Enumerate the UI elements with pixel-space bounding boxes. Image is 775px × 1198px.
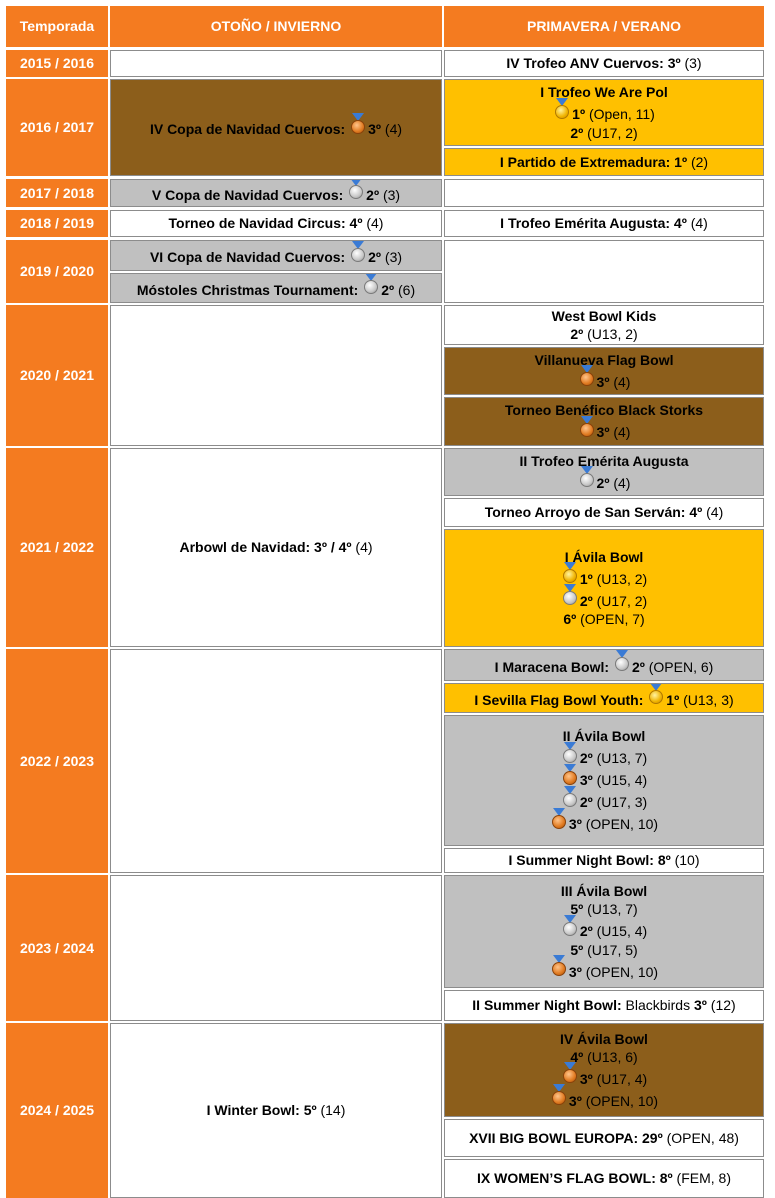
spring-result-cell <box>444 347 764 395</box>
event-name: Torneo Arroyo de San Serván: <box>484 504 686 521</box>
position: 3º <box>368 121 382 138</box>
event-name: IV Ávila Bowl <box>560 1030 648 1047</box>
position: 3º / 4º <box>314 539 352 556</box>
spring-result-cell <box>444 148 764 176</box>
spring-result-cell <box>444 848 764 873</box>
event-name: I Sevilla Flag Bowl Youth: <box>474 691 644 708</box>
spring-empty-cell <box>444 240 764 303</box>
position: 3º <box>596 424 610 441</box>
season-cell: 2021 / 2022 <box>6 448 108 647</box>
autumn-result-cell <box>110 240 442 271</box>
category: (4) <box>613 373 631 390</box>
silver-medal-icon <box>349 179 363 199</box>
position: 2º <box>579 794 593 811</box>
autumn-result-cell <box>110 448 442 647</box>
event-name: IV Trofeo ANV Cuervos: <box>506 55 664 72</box>
event-name: I Ávila Bowl <box>564 548 644 565</box>
position: 2º <box>579 592 593 609</box>
position: 2º <box>381 281 395 298</box>
category: (U15, 4) <box>596 772 648 789</box>
participants: (4) <box>355 539 373 556</box>
category: (U17, 4) <box>596 1071 648 1087</box>
event-name: I Partido de Extremadura: <box>499 153 671 170</box>
autumn-empty-cell <box>110 305 442 446</box>
category: (U17, 2) <box>596 592 648 609</box>
event-name: West Bowl Kids <box>551 307 657 324</box>
category: (U17, 5) <box>587 941 638 958</box>
participants: (3) <box>684 55 702 72</box>
participants: (2) <box>690 153 709 170</box>
position: 5º <box>570 901 584 918</box>
header-autumn-winter: OTOÑO / INVIERNO <box>110 6 442 47</box>
silver-medal-icon <box>364 273 378 294</box>
position: 2º <box>579 750 593 767</box>
position: 2º <box>596 474 610 491</box>
header-season: Temporada <box>6 6 108 47</box>
category: (U13, 3) <box>683 691 734 708</box>
position: 4º <box>673 215 687 232</box>
bronze-medal-icon <box>580 416 594 437</box>
position: 3º <box>579 772 593 789</box>
bronze-medal-icon <box>552 808 566 829</box>
event-name: Torneo de Navidad Circus: <box>168 215 346 232</box>
autumn-result-cell <box>110 210 442 237</box>
season-cell: 2015 / 2016 <box>6 50 108 77</box>
position: 1º <box>674 153 688 170</box>
event-name: II Summer Night Bowl: <box>472 997 622 1014</box>
category: (U13, 2) <box>596 570 648 587</box>
spring-result-cell <box>444 990 764 1021</box>
spring-result-cell <box>444 397 764 446</box>
season-cell: 2019 / 2020 <box>6 240 108 303</box>
autumn-empty-cell <box>110 649 442 873</box>
spring-result-cell <box>444 79 764 146</box>
spring-result-cell <box>444 210 764 237</box>
autumn-empty-cell <box>110 875 442 1021</box>
event-name: IX WOMEN’S FLAG BOWL: <box>476 1170 656 1187</box>
season-cell: 2020 / 2021 <box>6 305 108 446</box>
category: (Open, 11) <box>588 106 655 123</box>
bronze-medal-icon <box>351 113 365 134</box>
category: (U15, 4) <box>596 923 648 940</box>
position: 3º <box>596 373 610 390</box>
bronze-medal-icon <box>563 764 577 785</box>
position: 29º <box>642 1129 663 1146</box>
season-cell: 2024 / 2025 <box>6 1023 108 1198</box>
season-cell: 2023 / 2024 <box>6 875 108 1021</box>
autumn-result-cell <box>110 1023 442 1198</box>
category: (U13, 6) <box>587 1049 638 1065</box>
event-name: I Winter Bowl: <box>206 1102 300 1119</box>
silver-medal-icon <box>563 584 577 605</box>
participants: (3) <box>382 186 401 203</box>
spring-result-cell <box>444 498 764 527</box>
event-name: XVII BIG BOWL EUROPA: <box>469 1129 639 1146</box>
silver-medal-icon <box>351 241 365 262</box>
participants: (4) <box>366 215 384 232</box>
position: 2º <box>570 124 584 141</box>
bronze-medal-icon <box>552 955 566 976</box>
position: 2º <box>631 658 645 675</box>
autumn-empty-cell <box>110 50 442 77</box>
position: 4º <box>349 215 363 232</box>
spring-result-cell <box>444 1119 764 1157</box>
season-cell: 2016 / 2017 <box>6 79 108 176</box>
category: (U17, 2) <box>587 124 638 141</box>
event-name: IV Copa de Navidad Cuervos: <box>149 121 346 138</box>
position: 1º <box>579 570 593 587</box>
category: (FEM, 8) <box>676 1170 731 1187</box>
season-cell: 2018 / 2019 <box>6 210 108 237</box>
spring-result-cell <box>444 649 764 681</box>
position: 6º <box>563 611 577 627</box>
position: 2º <box>570 326 584 342</box>
bronze-medal-icon <box>552 1084 566 1105</box>
spring-result-cell <box>444 683 764 713</box>
bronze-medal-icon <box>563 1062 577 1083</box>
participants: (4) <box>706 504 724 521</box>
position: 5º <box>570 941 584 958</box>
event-name: VI Copa de Navidad Cuervos: <box>149 249 346 266</box>
event-name: III Ávila Bowl <box>560 882 648 899</box>
category: (OPEN, 10) <box>585 963 659 980</box>
category: (OPEN, 7) <box>580 611 645 627</box>
bronze-medal-icon <box>580 365 594 386</box>
spring-result-cell <box>444 448 764 496</box>
position: 1º <box>666 691 680 708</box>
event-name: Torneo Benéfico Black Storks <box>504 402 704 419</box>
autumn-result-cell <box>110 273 442 303</box>
category: (OPEN, 48) <box>666 1129 739 1146</box>
position: 1º <box>572 106 586 123</box>
silver-medal-icon <box>615 650 629 671</box>
season-cell: 2022 / 2023 <box>6 649 108 873</box>
event-name: Villanueva Flag Bowl <box>534 351 674 368</box>
event-name: I Maracena Bowl: <box>494 658 610 675</box>
participants: (10) <box>674 852 700 869</box>
position: 5º <box>303 1102 317 1119</box>
event-name: Arbowl de Navidad: <box>179 539 311 556</box>
participants: (6) <box>398 281 416 298</box>
gold-medal-icon <box>649 683 663 704</box>
position: 3º <box>579 1071 593 1087</box>
spring-result-cell <box>444 529 764 647</box>
category: (OPEN, 10) <box>585 816 659 833</box>
category: (U17, 3) <box>596 794 648 811</box>
silver-medal-icon <box>563 786 577 807</box>
position: 3º <box>568 963 582 980</box>
event-name: II Ávila Bowl <box>562 728 646 745</box>
participants: (3) <box>384 249 403 266</box>
silver-medal-icon <box>563 915 577 936</box>
participants: (12) <box>710 997 736 1014</box>
spring-result-cell <box>444 1159 764 1198</box>
position: 2º <box>368 249 382 266</box>
spring-result-cell <box>444 715 764 846</box>
header-spring-summer: PRIMAVERA / VERANO <box>444 6 764 47</box>
category: (4) <box>613 474 631 491</box>
position: 8º <box>659 1170 673 1187</box>
event-name: I Summer Night Bowl: <box>508 852 654 869</box>
autumn-result-cell <box>110 179 442 207</box>
event-name: II Trofeo Emérita Augusta <box>519 452 689 469</box>
position: 3º <box>694 997 707 1014</box>
spring-result-cell <box>444 875 764 988</box>
category: (OPEN, 10) <box>585 1093 659 1109</box>
season-cell: 2017 / 2018 <box>6 179 108 207</box>
category: (4) <box>613 424 631 441</box>
category: (U13, 7) <box>596 750 648 767</box>
gold-medal-icon <box>563 562 577 583</box>
position: 3º <box>568 1093 582 1109</box>
event-name: I Trofeo We Are Pol <box>540 84 668 101</box>
event-name: V Copa de Navidad Cuervos: <box>151 186 344 203</box>
spring-empty-cell <box>444 179 764 207</box>
position: 4º <box>689 504 703 521</box>
spring-result-cell <box>444 305 764 345</box>
spring-result-cell <box>444 1023 764 1117</box>
category: (U13, 7) <box>587 901 638 918</box>
event-name: Móstoles Christmas Tournament: <box>136 281 359 298</box>
participants: (4) <box>384 121 403 138</box>
event-name: I Trofeo Emérita Augusta: <box>500 215 671 232</box>
category: (U13, 2) <box>587 326 638 342</box>
spring-result-cell <box>444 50 764 77</box>
position: 2º <box>579 923 593 940</box>
silver-medal-icon <box>563 742 577 763</box>
participants: (4) <box>690 215 708 232</box>
participants: (OPEN, 6) <box>648 658 714 675</box>
gold-medal-icon <box>555 98 569 119</box>
position: 2º <box>366 186 380 203</box>
silver-medal-icon <box>580 466 594 487</box>
team-name: Blackbirds <box>625 997 691 1014</box>
participants: (14) <box>320 1102 346 1119</box>
position: 8º <box>657 852 671 869</box>
position: 4º <box>570 1049 584 1065</box>
autumn-result-cell <box>110 79 442 176</box>
position: 3º <box>568 816 582 833</box>
position: 3º <box>667 55 681 72</box>
